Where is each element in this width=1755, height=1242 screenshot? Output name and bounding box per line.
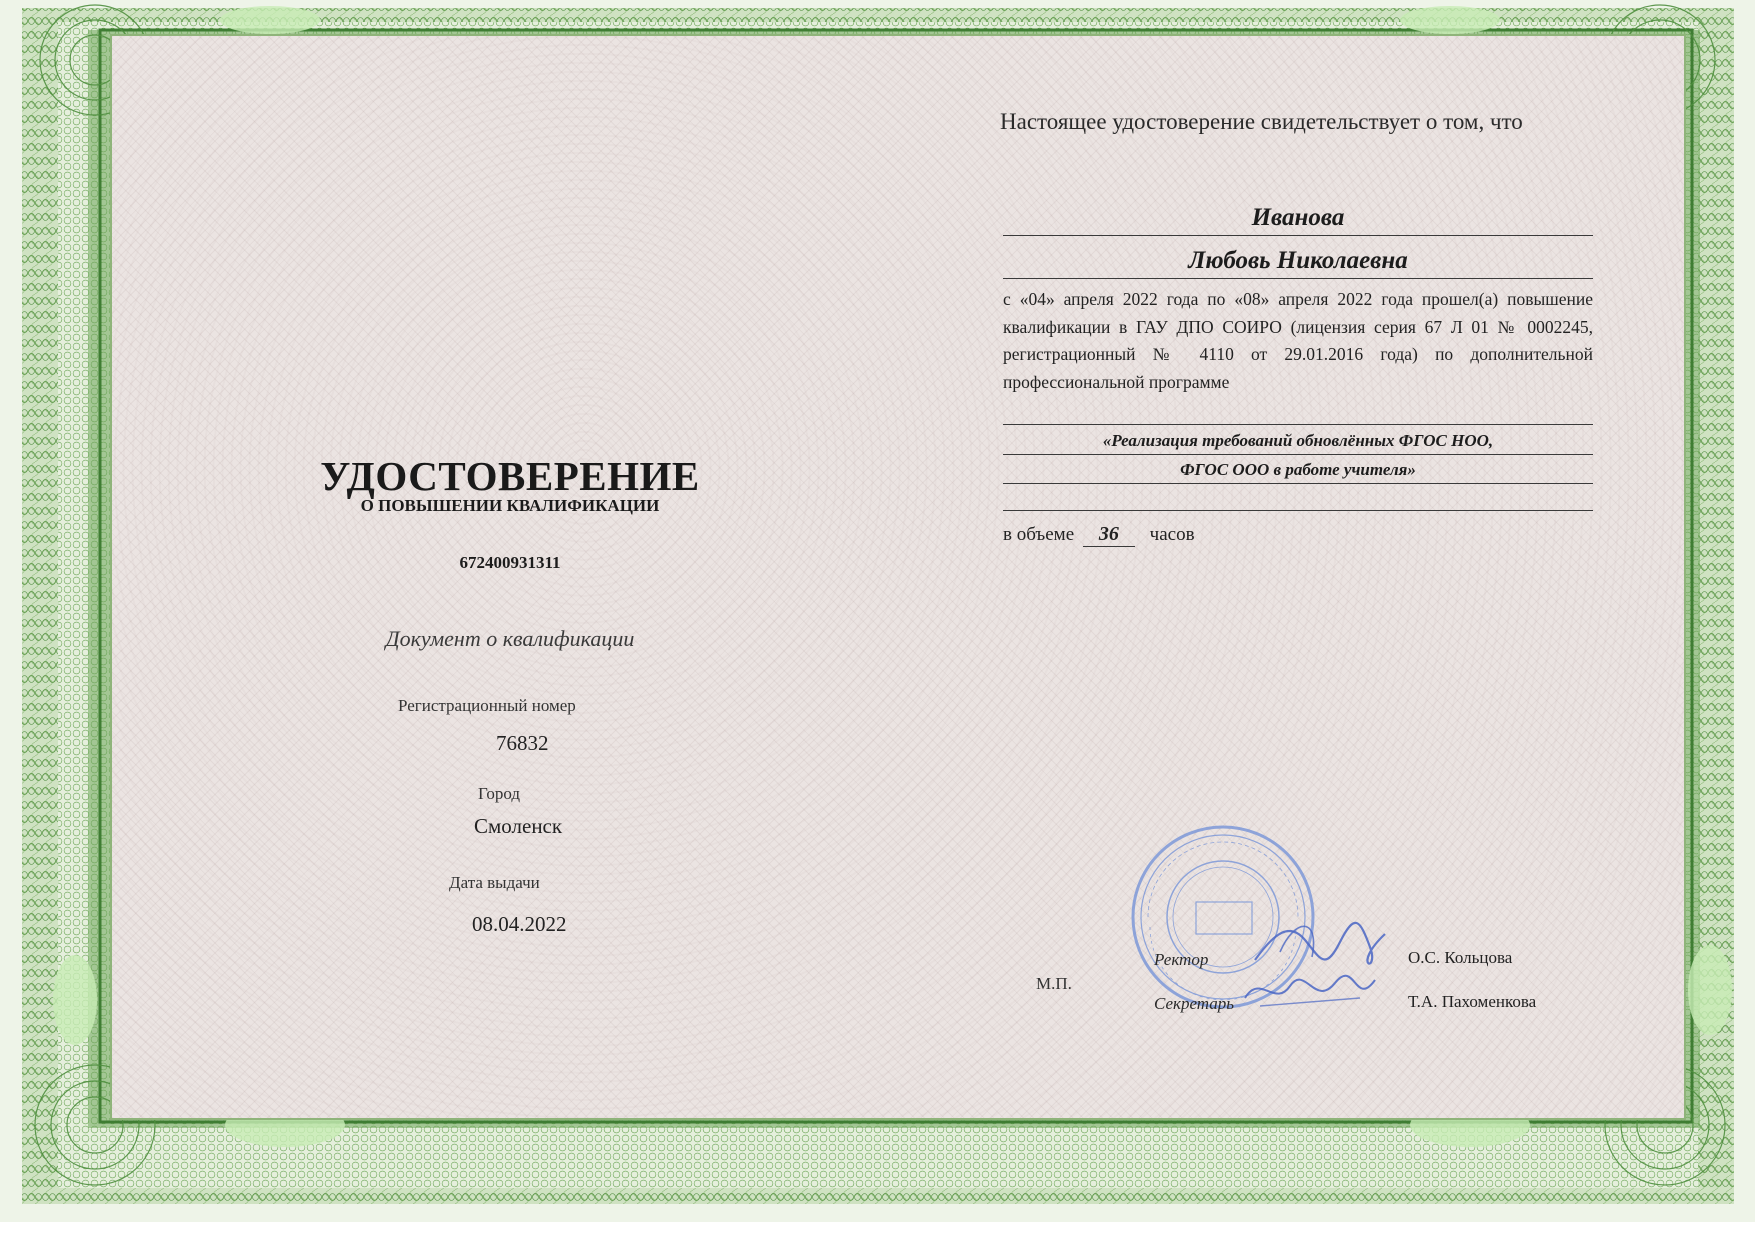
secretary-role: Секретарь: [1154, 994, 1234, 1013]
serial-number: 672400931311: [459, 553, 561, 572]
volume-suffix: часов: [1149, 524, 1195, 545]
registration-number: 76832: [496, 731, 549, 755]
certificate-title: УДОСТОВЕРЕНИЕ: [320, 453, 700, 499]
document-kind: Документ о квалификации: [385, 626, 635, 651]
volume-line: [1003, 523, 1195, 547]
blank-line: [1003, 510, 1593, 511]
issue-date: 08.04.2022: [472, 912, 567, 936]
certificate-title-block: [300, 452, 720, 516]
program-title-line-1: «Реализация требований обновлённых ФГОС НОО,: [1003, 428, 1593, 455]
holder-surname: Иванова: [1003, 204, 1593, 236]
seal-place-label: М.П.: [1036, 974, 1072, 993]
certificate-subtitle: О ПОВЫШЕНИИ КВАЛИФИКАЦИИ: [360, 496, 660, 515]
registration-number-label: Регистрационный номер: [398, 696, 576, 715]
rector-name: О.С. Кольцова: [1408, 948, 1513, 967]
secretary-signature: [1240, 968, 1380, 1018]
issue-date-label: Дата выдачи: [449, 873, 540, 892]
blank-line: [1003, 424, 1593, 425]
rector-role: Ректор: [1154, 950, 1209, 969]
city-label: Город: [478, 784, 520, 803]
holder-given-names: Любовь Николаевна: [1003, 247, 1593, 279]
program-title-line-2: ФГОС ООО в работе учителя»: [1003, 457, 1593, 484]
secretary-name: Т.А. Пахоменкова: [1408, 992, 1537, 1011]
intro-text: Настоящее удостоверение свидетельствует о том, что: [1000, 109, 1523, 134]
volume-prefix: в объеме: [1003, 524, 1075, 545]
training-description: с «04» апреля 2022 года по «08» апреля 2022 года прошел(а) повышение квалификации в ГАУ ДПО СОИРО (лицензия серия 67 Л 01 № 0002245, регистрационный № 4110 от 29.01.2016 года) по дополнительной профессиональной программе: [1003, 289, 1593, 392]
city: Смоленск: [474, 814, 563, 838]
volume-hours: 36: [1083, 523, 1135, 547]
